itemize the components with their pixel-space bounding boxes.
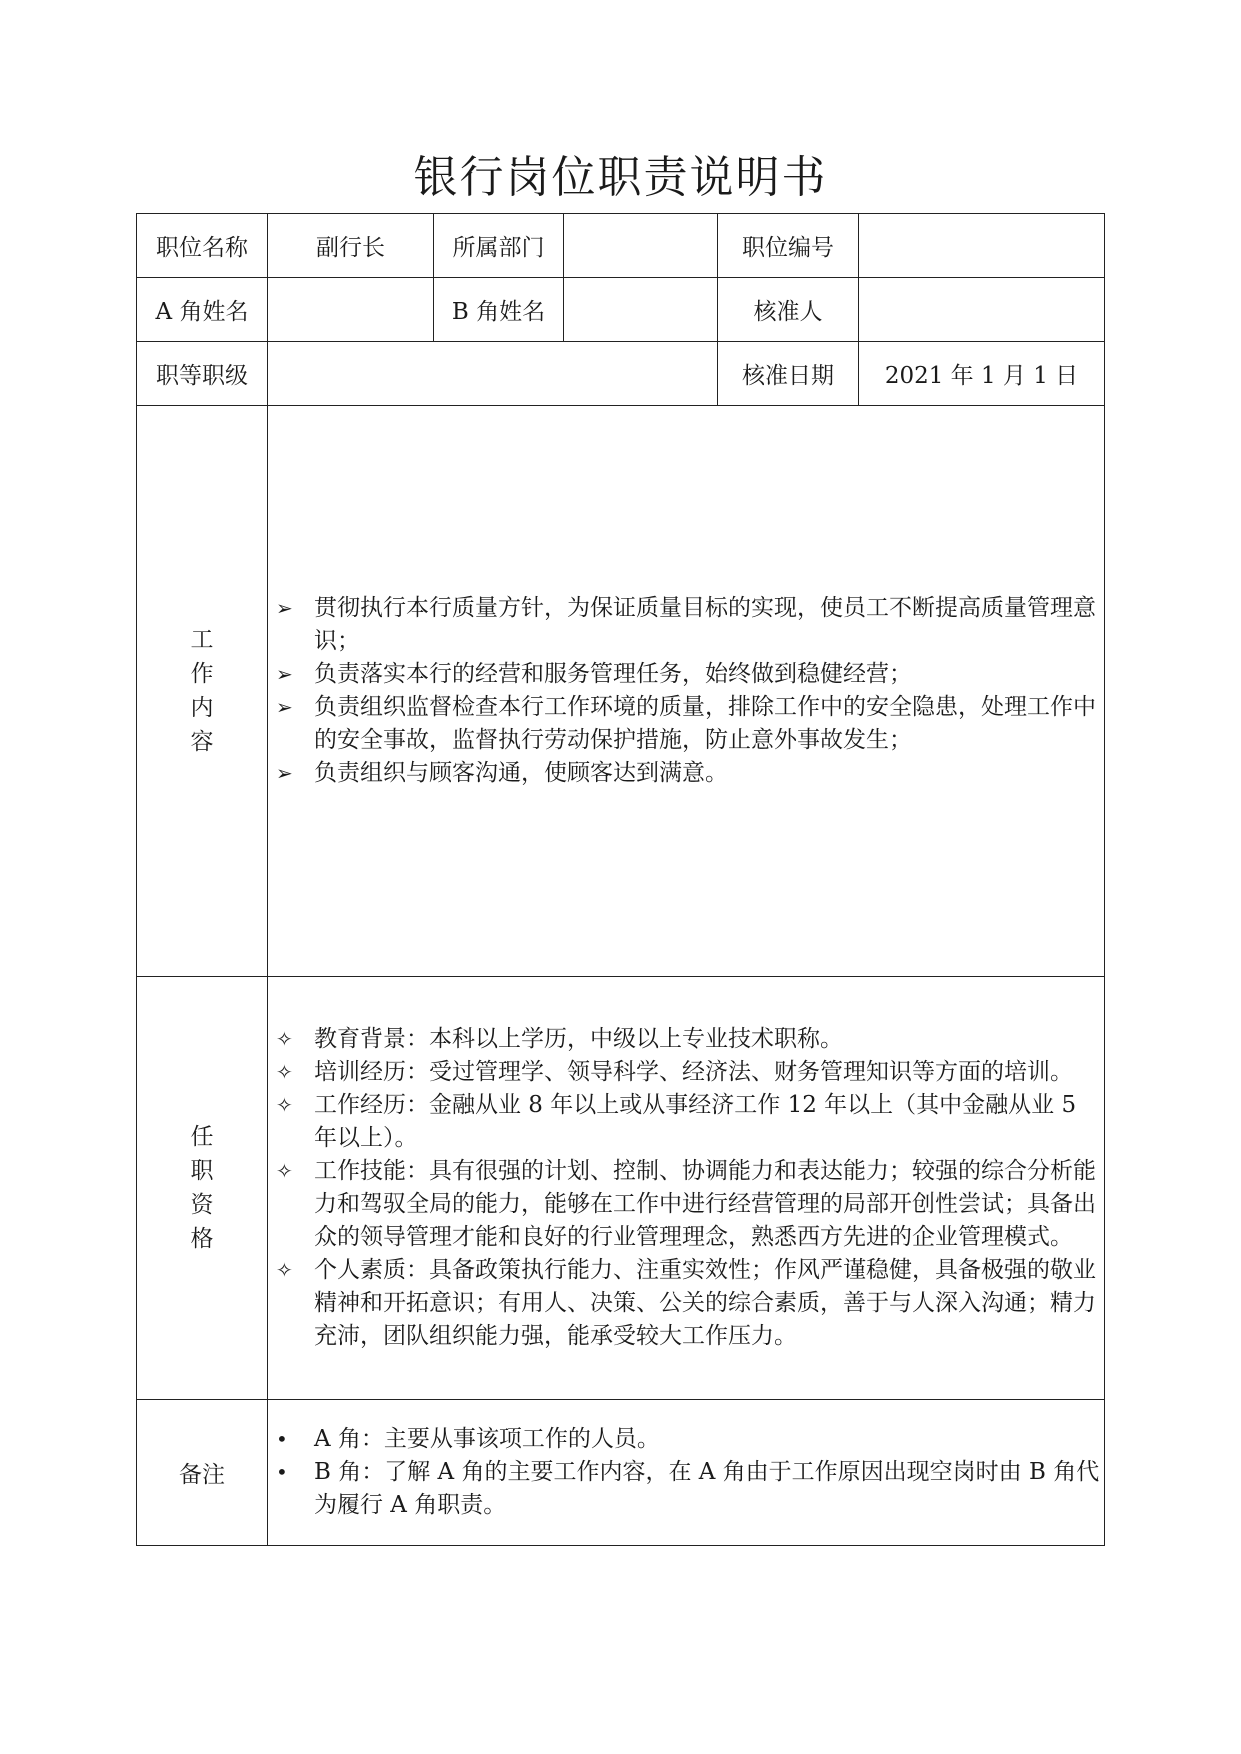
- approver-label: 核准人: [718, 278, 859, 342]
- diamond-bullet-icon: ✧: [276, 1060, 293, 1084]
- arrow-bullet-icon: ➢: [276, 695, 293, 719]
- table-row: [137, 977, 1105, 1400]
- dot-bullet-icon: •: [276, 1460, 288, 1484]
- table-row: [137, 214, 1105, 278]
- arrow-bullet-icon: ➢: [276, 596, 293, 620]
- a-role-name-label: A 角姓名: [137, 278, 268, 342]
- table-row: [137, 1400, 1105, 1546]
- diamond-bullet-icon: ✧: [276, 1159, 293, 1183]
- work-content-label-char: 容: [190, 729, 214, 755]
- dot-bullet-icon: •: [276, 1427, 288, 1451]
- list-item: [268, 592, 1104, 658]
- b-role-name-value[interactable]: [564, 278, 718, 342]
- arrow-bullet-icon: ➢: [276, 662, 293, 686]
- list-item: [268, 1155, 1104, 1254]
- work-content-list: [268, 592, 1104, 790]
- qualifications-label-char: 职: [190, 1158, 214, 1184]
- diamond-bullet-icon: ✧: [276, 1258, 293, 1282]
- position-name-label: 职位名称: [137, 214, 268, 278]
- list-item: [268, 691, 1104, 757]
- table-row: [137, 278, 1105, 342]
- approval-date-value[interactable]: 2021 年 1 月 1 日: [859, 342, 1105, 406]
- approval-date-label: 核准日期: [718, 342, 859, 406]
- approver-value[interactable]: [859, 278, 1105, 342]
- list-item-text: 个人素质：具备政策执行能力、注重实效性；作风严谨稳健，具备极强的敬业精神和开拓意识；有用人、决策、公关的综合素质，善于与人深入沟通；精力充沛，团队组织能力强，能承受较大工作压力。: [314, 1257, 1096, 1349]
- diamond-bullet-icon: ✧: [276, 1093, 293, 1117]
- qualifications-label-char: 资: [190, 1192, 214, 1218]
- qualifications-label-char: 任: [190, 1124, 214, 1150]
- list-item-text: 教育背景：本科以上学历，中级以上专业技术职称。: [314, 1026, 843, 1052]
- list-item-text: 工作经历：金融从业 8 年以上或从事经济工作 12 年以上（其中金融从业 5 年以上）。: [314, 1092, 1077, 1151]
- qualifications-label: [137, 977, 268, 1400]
- list-item: [268, 658, 1104, 691]
- department-label: 所属部门: [434, 214, 564, 278]
- list-item-text: 负责组织与顾客沟通，使顾客达到满意。: [314, 760, 728, 786]
- a-role-name-value[interactable]: [268, 278, 434, 342]
- table-row: [137, 342, 1105, 406]
- remarks-cell: [268, 1400, 1105, 1546]
- list-item: [268, 1423, 1104, 1456]
- list-item: [268, 1456, 1104, 1522]
- position-code-label: 职位编号: [718, 214, 859, 278]
- work-content-label: [137, 406, 268, 977]
- diamond-bullet-icon: ✧: [276, 1027, 293, 1051]
- list-item-text: B 角：了解 A 角的主要工作内容，在 A 角由于工作原因出现空岗时由 B 角代为履行 A 角职责。: [314, 1459, 1100, 1518]
- grade-value[interactable]: [268, 342, 718, 406]
- list-item-text: A 角：主要从事该项工作的人员。: [314, 1426, 660, 1452]
- qualifications-label-char: 格: [190, 1226, 214, 1252]
- list-item: [268, 1089, 1104, 1155]
- list-item-text: 负责组织监督检查本行工作环境的质量，排除工作中的安全隐患，处理工作中的安全事故，监督执行劳动保护措施，防止意外事故发生；: [314, 694, 1096, 753]
- list-item: [268, 1254, 1104, 1353]
- list-item-text: 培训经历：受过管理学、领导科学、经济法、财务管理知识等方面的培训。: [314, 1059, 1073, 1085]
- remarks-list: [268, 1423, 1104, 1522]
- list-item-text: 工作技能：具有很强的计划、控制、协调能力和表达能力；较强的综合分析能力和驾驭全局的能力，能够在工作中进行经营管理的局部开创性尝试；具备出众的领导管理才能和良好的行业管理理念，熟悉西方先进的企业管理模式。: [314, 1158, 1096, 1250]
- work-content-cell: [268, 406, 1105, 977]
- list-item: [268, 757, 1104, 790]
- qualifications-cell: [268, 977, 1105, 1400]
- remarks-label: 备注: [137, 1400, 268, 1546]
- list-item-text: 贯彻执行本行质量方针，为保证质量目标的实现，使员工不断提高质量管理意识；: [314, 595, 1096, 654]
- work-content-label-char: 工: [190, 627, 214, 653]
- list-item: [268, 1023, 1104, 1056]
- list-item-text: 负责落实本行的经营和服务管理任务，始终做到稳健经营；: [314, 661, 912, 687]
- job-description-table: [136, 213, 1105, 1546]
- work-content-label-char: 内: [190, 695, 214, 721]
- document-title: 银行岗位职责说明书: [413, 152, 828, 203]
- work-content-label-char: 作: [190, 661, 214, 687]
- arrow-bullet-icon: ➢: [276, 761, 293, 785]
- position-name-value[interactable]: 副行长: [268, 214, 434, 278]
- table-row: [137, 406, 1105, 977]
- position-code-value[interactable]: [859, 214, 1105, 278]
- grade-label: 职等职级: [137, 342, 268, 406]
- list-item: [268, 1056, 1104, 1089]
- b-role-name-label: B 角姓名: [434, 278, 564, 342]
- department-value[interactable]: [564, 214, 718, 278]
- qualifications-list: [268, 1023, 1104, 1353]
